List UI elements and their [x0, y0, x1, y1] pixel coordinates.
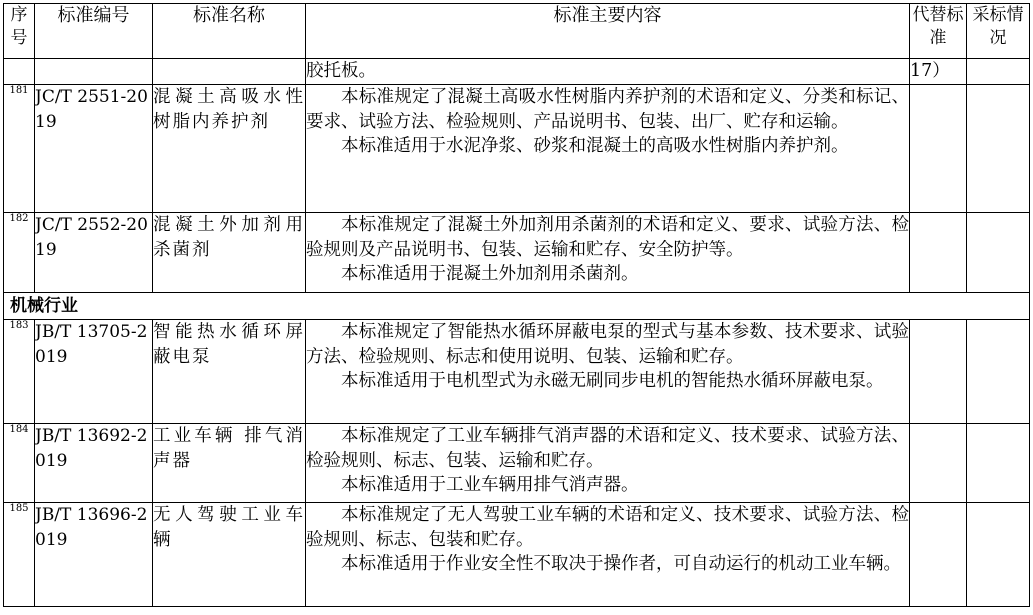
cont-content: 胶托板。 [306, 59, 910, 85]
row-content [306, 424, 910, 503]
row-content [306, 503, 910, 607]
cont-seq [4, 59, 35, 85]
content-paragraph: 本标准适用于作业安全性不取决于操作者，可自动运行的机动工业车辆。 [341, 554, 901, 575]
row-code: JB/T 13705-2019 [35, 320, 153, 424]
section-title: 机械行业 [4, 293, 1030, 320]
content-paragraph: 本标准适用于水泥净浆、砂浆和混凝土的高吸水性树脂内养护剂。 [341, 136, 849, 157]
table-row [4, 85, 1030, 213]
row-name: 混凝土外加剂用杀菌剂 [153, 213, 306, 293]
row-replace [910, 424, 967, 503]
row-code: JC/T 2551-2019 [35, 85, 153, 213]
table-row [4, 503, 1030, 607]
table-row [4, 320, 1030, 424]
row-adopt [967, 503, 1030, 607]
row-adopt [967, 213, 1030, 293]
row-replace [910, 320, 967, 424]
table-header-row [4, 4, 1030, 59]
row-seq: 181 [4, 85, 35, 213]
row-seq: 185 [4, 503, 35, 607]
cont-code [35, 59, 153, 85]
content-paragraph: 本标准规定了工业车辆排气消声器的术语和定义、技术要求、试验方法、检验规则、标志、包装、运输和贮存。 [306, 426, 909, 471]
row-replace [910, 85, 967, 213]
row-name: 智能热水循环屏蔽电泵 [153, 320, 306, 424]
row-seq: 183 [4, 320, 35, 424]
content-paragraph: 本标准适用于电机型式为永磁无刷同步电机的智能热水循环屏蔽电泵。 [341, 371, 884, 392]
content-paragraph: 本标准规定了混凝土外加剂用杀菌剂的术语和定义、要求、试验方法、检验规则及产品说明书、包装、运输和贮存、安全防护等。 [306, 215, 909, 260]
cont-replace: 17） [910, 59, 967, 85]
header-adopt: 采标情况 [967, 4, 1030, 59]
header-seq: 序号 [4, 4, 35, 59]
row-content [306, 320, 910, 424]
row-content [306, 85, 910, 213]
row-name: 无人驾驶工业车辆 [153, 503, 306, 607]
continued-row [4, 59, 1030, 85]
table-row [4, 213, 1030, 293]
header-replace: 代替标准 [910, 4, 967, 59]
content-paragraph: 本标准适用于混凝土外加剂用杀菌剂。 [341, 264, 639, 285]
row-code: JB/T 13696-2019 [35, 503, 153, 607]
content-paragraph: 本标准适用于工业车辆用排气消声器。 [341, 475, 639, 496]
cont-adopt [967, 59, 1030, 85]
row-adopt [967, 85, 1030, 213]
row-replace [910, 503, 967, 607]
header-name: 标准名称 [153, 4, 306, 59]
row-replace [910, 213, 967, 293]
row-content [306, 213, 910, 293]
content-paragraph: 本标准规定了混凝土高吸水性树脂内养护剂的术语和定义、分类和标记、要求、试验方法、检验规则、产品说明书、包装、出厂、贮存和运输。 [306, 87, 909, 132]
header-content: 标准主要内容 [306, 4, 910, 59]
row-code: JB/T 13692-2019 [35, 424, 153, 503]
row-name: 混凝土高吸水性树脂内养护剂 [153, 85, 306, 213]
row-code: JC/T 2552-2019 [35, 213, 153, 293]
content-paragraph: 本标准规定了智能热水循环屏蔽电泵的型式与基本参数、技术要求、试验方法、检验规则、标志和使用说明、包装、运输和贮存。 [306, 322, 909, 367]
standards-table [3, 3, 1030, 607]
row-adopt [967, 424, 1030, 503]
table-row [4, 424, 1030, 503]
content-paragraph: 本标准规定了无人驾驶工业车辆的术语和定义、技术要求、试验方法、检验规则、标志、包装和贮存。 [306, 505, 909, 550]
section-row [4, 293, 1030, 320]
header-code: 标准编号 [35, 4, 153, 59]
row-seq: 182 [4, 213, 35, 293]
cont-name [153, 59, 306, 85]
row-name: 工业车辆 排气消声器 [153, 424, 306, 503]
row-seq: 184 [4, 424, 35, 503]
row-adopt [967, 320, 1030, 424]
